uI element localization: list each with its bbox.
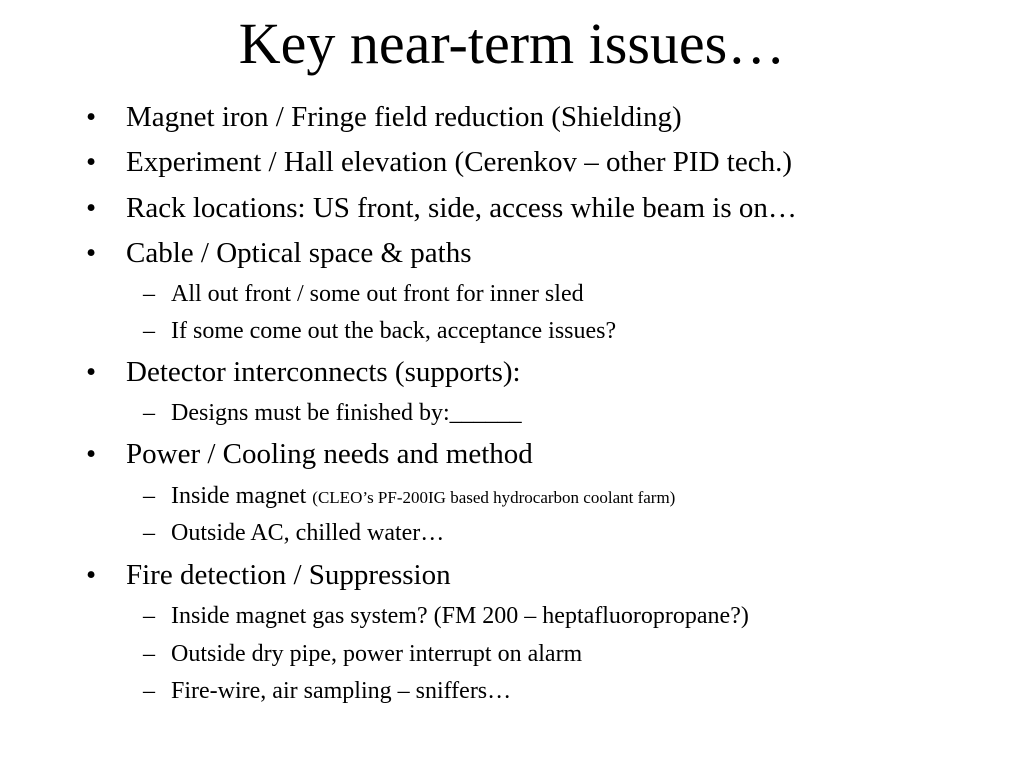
sub-bullet-text: Outside dry pipe, power interrupt on alarm (171, 641, 583, 667)
sub-bullet-marker: – (143, 678, 155, 704)
bullet-marker: • (86, 438, 97, 470)
sub-bullet-marker: – (143, 281, 155, 307)
bullet-marker: • (86, 192, 97, 224)
slide-title: Key near-term issues… (238, 11, 786, 76)
sub-bullet-text: Inside magnet gas system? (FM 200 – heptafluoropropane?) (171, 603, 749, 629)
sub-bullet-text: Fire-wire, air sampling – sniffers… (171, 678, 512, 704)
sub-bullet-text: If some come out the back, acceptance issues? (171, 318, 617, 344)
bullet-text: Fire detection / Suppression (126, 559, 451, 591)
sub-bullet-marker: – (143, 641, 155, 667)
sub-bullet-text: All out front / some out front for inner sled (171, 281, 584, 307)
sub-bullet-marker: – (143, 603, 155, 629)
sub-bullet-text: Designs must be finished by:______ (171, 400, 522, 426)
bullet-marker: • (86, 559, 97, 591)
bullet-marker: • (86, 356, 97, 388)
sub-bullet-marker: – (143, 318, 155, 344)
bullet-marker: • (86, 146, 97, 178)
bullet-text: Power / Cooling needs and method (126, 438, 533, 470)
sub-bullet-main-text: Inside magnet (171, 483, 307, 509)
sub-bullet-marker: – (143, 400, 155, 426)
sub-bullet-small-text: (CLEO’s PF-200IG based hydrocarbon coolant farm) (312, 488, 676, 507)
sub-bullet-marker: – (143, 483, 155, 509)
sub-bullet-marker: – (143, 520, 155, 546)
bullet-text: Detector interconnects (supports): (126, 356, 521, 388)
sub-bullet-text: Outside AC, chilled water… (171, 520, 445, 546)
bullet-marker: • (86, 237, 97, 269)
bullet-text: Experiment / Hall elevation (Cerenkov – other PID tech.) (126, 146, 792, 178)
bullet-marker: • (86, 101, 97, 133)
sub-bullet-text (171, 482, 675, 512)
bullet-text: Cable / Optical space & paths (126, 237, 472, 269)
bullet-text: Rack locations: US front, side, access while beam is on… (126, 192, 797, 224)
bullet-text: Magnet iron / Fringe field reduction (Shielding) (126, 101, 682, 133)
